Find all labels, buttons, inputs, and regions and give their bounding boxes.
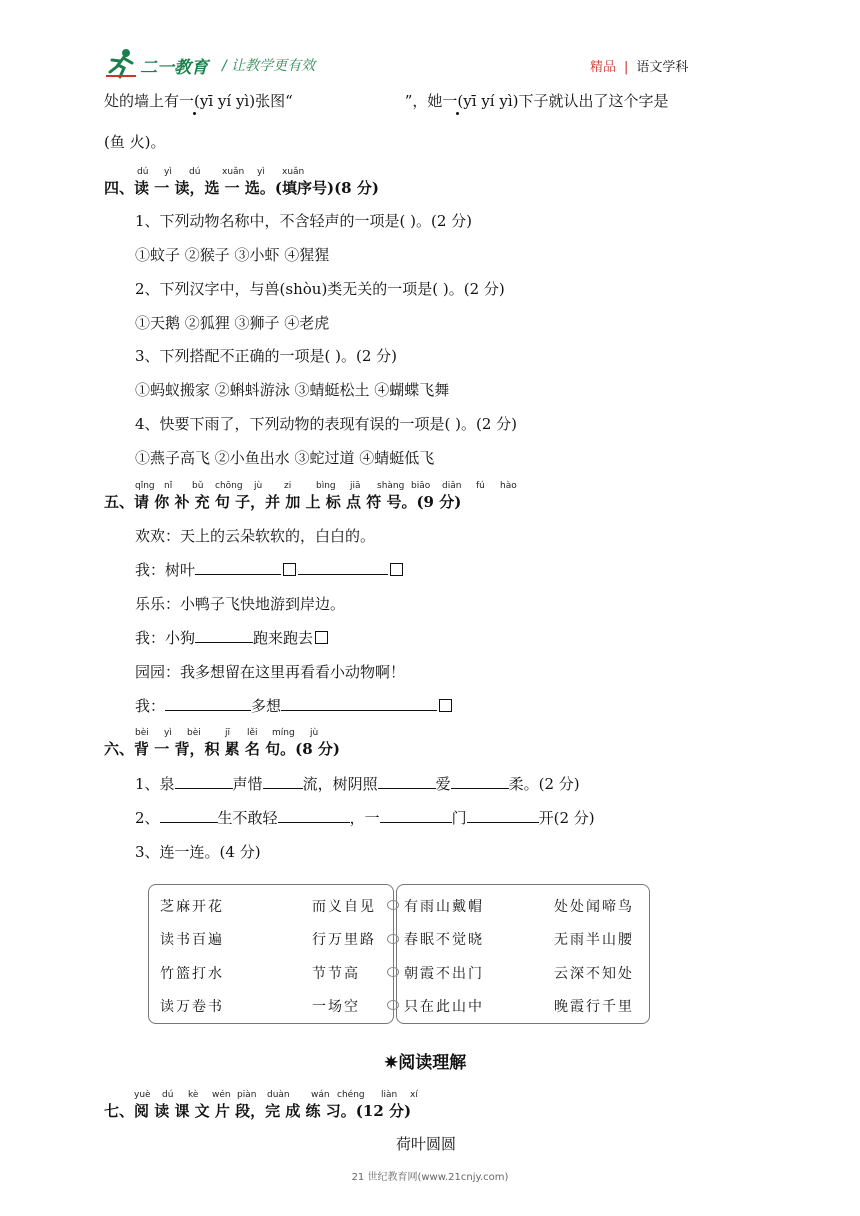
sentence-5-2 bbox=[135, 560, 405, 580]
chain-link-icon bbox=[387, 967, 399, 977]
verse-text: 1、泉 bbox=[135, 775, 175, 793]
punctuation-box[interactable] bbox=[315, 631, 328, 644]
pinyin: yuè bbox=[134, 1090, 151, 1100]
match-item[interactable]: 竹篮打水 bbox=[160, 966, 224, 982]
question-4-4: 4、快要下雨了，下列动物的表现有误的一项是( )。(2 分) bbox=[135, 415, 518, 433]
verse-text: 声惜 bbox=[232, 775, 263, 793]
question-4-3: 3、下列搭配不正确的一项是( )。(2 分) bbox=[135, 347, 398, 365]
sentence-5-4-text-a: 我：小狗 bbox=[135, 629, 196, 647]
match-item[interactable]: 有雨山戴帽 bbox=[404, 899, 484, 915]
match-item[interactable]: 节节高 bbox=[312, 966, 360, 982]
intro-text-d: 下子就认出了这个字是 bbox=[518, 92, 669, 110]
subject-label: 语文学科 bbox=[636, 60, 689, 75]
intro-text-a: 处的墙上有一 bbox=[104, 92, 195, 110]
pinyin: xuǎn bbox=[282, 167, 305, 177]
intro-pinyin-choice-1: (yī yí yì) bbox=[194, 92, 256, 110]
verse-text: 生不敢轻 bbox=[217, 809, 278, 827]
options-4-4: ①燕子高飞 ②小鱼出水 ③蛇过道 ④蜻蜓低飞 bbox=[135, 449, 435, 467]
match-item[interactable]: 行万里路 bbox=[312, 932, 376, 948]
pinyin: xí bbox=[410, 1090, 418, 1100]
options-4-1: ①蚊子 ②猴子 ③小虾 ④猩猩 bbox=[135, 246, 330, 264]
pinyin: jī bbox=[225, 728, 231, 738]
sentence-5-6-text-b: 多想 bbox=[251, 697, 282, 715]
match-item[interactable]: 朝霞不出门 bbox=[404, 966, 484, 982]
pinyin: fú bbox=[476, 481, 485, 491]
pinyin: shàng bbox=[377, 481, 405, 491]
header-subject bbox=[590, 56, 688, 75]
question-4-2: 2、下列汉字中，与兽(shòu)类无关的一项是( )。(2 分) bbox=[135, 280, 505, 298]
runner-logo-icon bbox=[104, 46, 138, 80]
sentence-5-6-text-a: 我： bbox=[135, 697, 166, 715]
passage-title: 荷叶圆圆 bbox=[396, 1135, 457, 1153]
answer-blank[interactable] bbox=[160, 808, 218, 823]
answer-blank[interactable] bbox=[278, 808, 350, 823]
pinyin: xuǎn bbox=[222, 167, 245, 177]
verse-6-2 bbox=[135, 808, 595, 828]
answer-blank[interactable] bbox=[380, 808, 452, 823]
intro-text-b: 张图“ bbox=[255, 92, 293, 110]
match-item[interactable]: 读书百遍 bbox=[160, 932, 224, 948]
pinyin: zi bbox=[284, 481, 292, 491]
match-item[interactable]: 无雨半山腰 bbox=[554, 932, 634, 948]
pinyin: jù bbox=[254, 481, 263, 491]
pinyin: yì bbox=[164, 728, 172, 738]
pinyin: bèi bbox=[135, 728, 149, 738]
match-item[interactable]: 处处闻啼鸟 bbox=[554, 899, 634, 915]
pinyin: biāo bbox=[411, 481, 431, 491]
sentence-5-3: 乐乐：小鸭子飞快地游到岸边。 bbox=[135, 595, 346, 613]
match-item[interactable]: 一场空 bbox=[312, 999, 360, 1015]
pinyin: dú bbox=[189, 167, 201, 177]
pinyin: hào bbox=[500, 481, 517, 491]
pinyin: jiā bbox=[350, 481, 361, 491]
page-footer: 21 世纪教育网(www.21cnjy.com) bbox=[351, 1172, 509, 1183]
answer-blank[interactable] bbox=[195, 628, 253, 643]
answer-blank[interactable] bbox=[175, 774, 233, 789]
pinyin: diǎn bbox=[442, 481, 462, 491]
verse-text: 2、 bbox=[135, 809, 160, 827]
pinyin: kè bbox=[188, 1090, 199, 1100]
verse-6-1 bbox=[135, 774, 580, 794]
answer-blank[interactable] bbox=[195, 560, 281, 575]
section-4-title: 四、读 一 读，选 一 选。(填序号)(8 分) bbox=[104, 179, 379, 197]
pinyin: yì bbox=[257, 167, 265, 177]
verse-text: 流，树阴照 bbox=[302, 775, 378, 793]
brand-name: 二一教育 bbox=[140, 58, 208, 78]
punctuation-box[interactable] bbox=[283, 563, 296, 576]
pinyin: liàn bbox=[381, 1090, 398, 1100]
pinyin: nǐ bbox=[164, 481, 173, 491]
sentence-5-2-text: 我：树叶 bbox=[135, 561, 196, 579]
verse-text: ，一 bbox=[349, 809, 380, 827]
match-item[interactable]: 云深不知处 bbox=[554, 966, 634, 982]
answer-blank[interactable] bbox=[467, 808, 539, 823]
pinyin: duàn bbox=[267, 1090, 290, 1100]
header-separator: | bbox=[624, 60, 629, 75]
sentence-5-1: 欢欢：天上的云朵软软的，白白的。 bbox=[135, 527, 376, 545]
match-item[interactable]: 读万卷书 bbox=[160, 999, 224, 1015]
match-item[interactable]: 只在此山中 bbox=[404, 999, 484, 1015]
sentence-5-4 bbox=[135, 628, 330, 648]
match-item[interactable]: 晚霞行千里 bbox=[554, 999, 634, 1015]
options-4-3: ①蚂蚁搬家 ②蝌蚪游泳 ③蜻蜓松土 ④蝴蝶飞舞 bbox=[135, 381, 450, 399]
pinyin: bèi bbox=[187, 728, 201, 738]
pinyin: bǔ bbox=[192, 481, 204, 491]
section-6-title: 六、背 一 背，积 累 名 句。(8 分) bbox=[104, 740, 340, 758]
pinyin: chōng bbox=[215, 481, 243, 491]
match-item[interactable]: 而义自见 bbox=[312, 899, 376, 915]
question-4-1: 1、下列动物名称中，不含轻声的一项是( )。(2 分) bbox=[135, 212, 473, 230]
intro-pinyin-choice-2: (yī yí yì) bbox=[457, 92, 519, 110]
sentence-5-4-text-b: 跑来跑去 bbox=[253, 629, 314, 647]
pinyin: wán bbox=[311, 1090, 330, 1100]
chain-link-icon bbox=[387, 900, 399, 910]
intro-line-2: (鱼 火)。 bbox=[104, 133, 166, 151]
punctuation-box[interactable] bbox=[390, 563, 403, 576]
brand-slogan: / 让教学更有效 bbox=[222, 58, 316, 74]
answer-blank[interactable] bbox=[263, 774, 303, 789]
pinyin: jù bbox=[310, 728, 319, 738]
reading-section-heading: ✷阅读理解 bbox=[384, 1053, 467, 1073]
match-item[interactable]: 春眠不觉晓 bbox=[404, 932, 484, 948]
pinyin: dú bbox=[137, 167, 149, 177]
question-6-3: 3、连一连。(4 分) bbox=[135, 843, 261, 861]
verse-text: 爱 bbox=[435, 775, 451, 793]
intro-text-c: ”，她一 bbox=[404, 92, 458, 110]
section-7-title: 七、阅 读 课 文 片 段，完 成 练 习。(12 分) bbox=[104, 1102, 412, 1120]
punctuation-box[interactable] bbox=[439, 699, 452, 712]
pinyin: wén bbox=[212, 1090, 231, 1100]
pinyin: qǐng bbox=[135, 481, 155, 491]
pinyin: míng bbox=[272, 728, 295, 738]
section-5-title: 五、请 你 补 充 句 子，并 加 上 标 点 符 号。(9 分) bbox=[104, 493, 462, 511]
answer-blank[interactable] bbox=[165, 696, 251, 711]
verse-text: 门 bbox=[451, 809, 467, 827]
options-4-2: ①天鹅 ②狐狸 ③狮子 ④老虎 bbox=[135, 314, 330, 332]
chain-link-icon bbox=[387, 934, 399, 944]
sentence-5-5: 园园：我多想留在这里再看看小动物啊！ bbox=[135, 663, 406, 681]
answer-blank[interactable] bbox=[451, 774, 509, 789]
sentence-5-6 bbox=[135, 696, 454, 716]
pinyin: chéng bbox=[337, 1090, 365, 1100]
answer-blank[interactable] bbox=[298, 560, 388, 575]
quality-badge: 精品 bbox=[590, 60, 617, 75]
match-item[interactable]: 芝麻开花 bbox=[160, 899, 224, 915]
pinyin: dú bbox=[162, 1090, 174, 1100]
pinyin: lěi bbox=[247, 728, 258, 738]
answer-blank[interactable] bbox=[378, 774, 436, 789]
pinyin: yì bbox=[164, 167, 172, 177]
chain-link-icon bbox=[387, 1000, 399, 1010]
intro-line-1 bbox=[104, 91, 669, 111]
verse-text: 开(2 分) bbox=[538, 809, 595, 827]
pinyin: bìng bbox=[316, 481, 336, 491]
verse-text: 柔。(2 分) bbox=[508, 775, 580, 793]
answer-blank[interactable] bbox=[281, 696, 437, 711]
pinyin: piàn bbox=[237, 1090, 257, 1100]
